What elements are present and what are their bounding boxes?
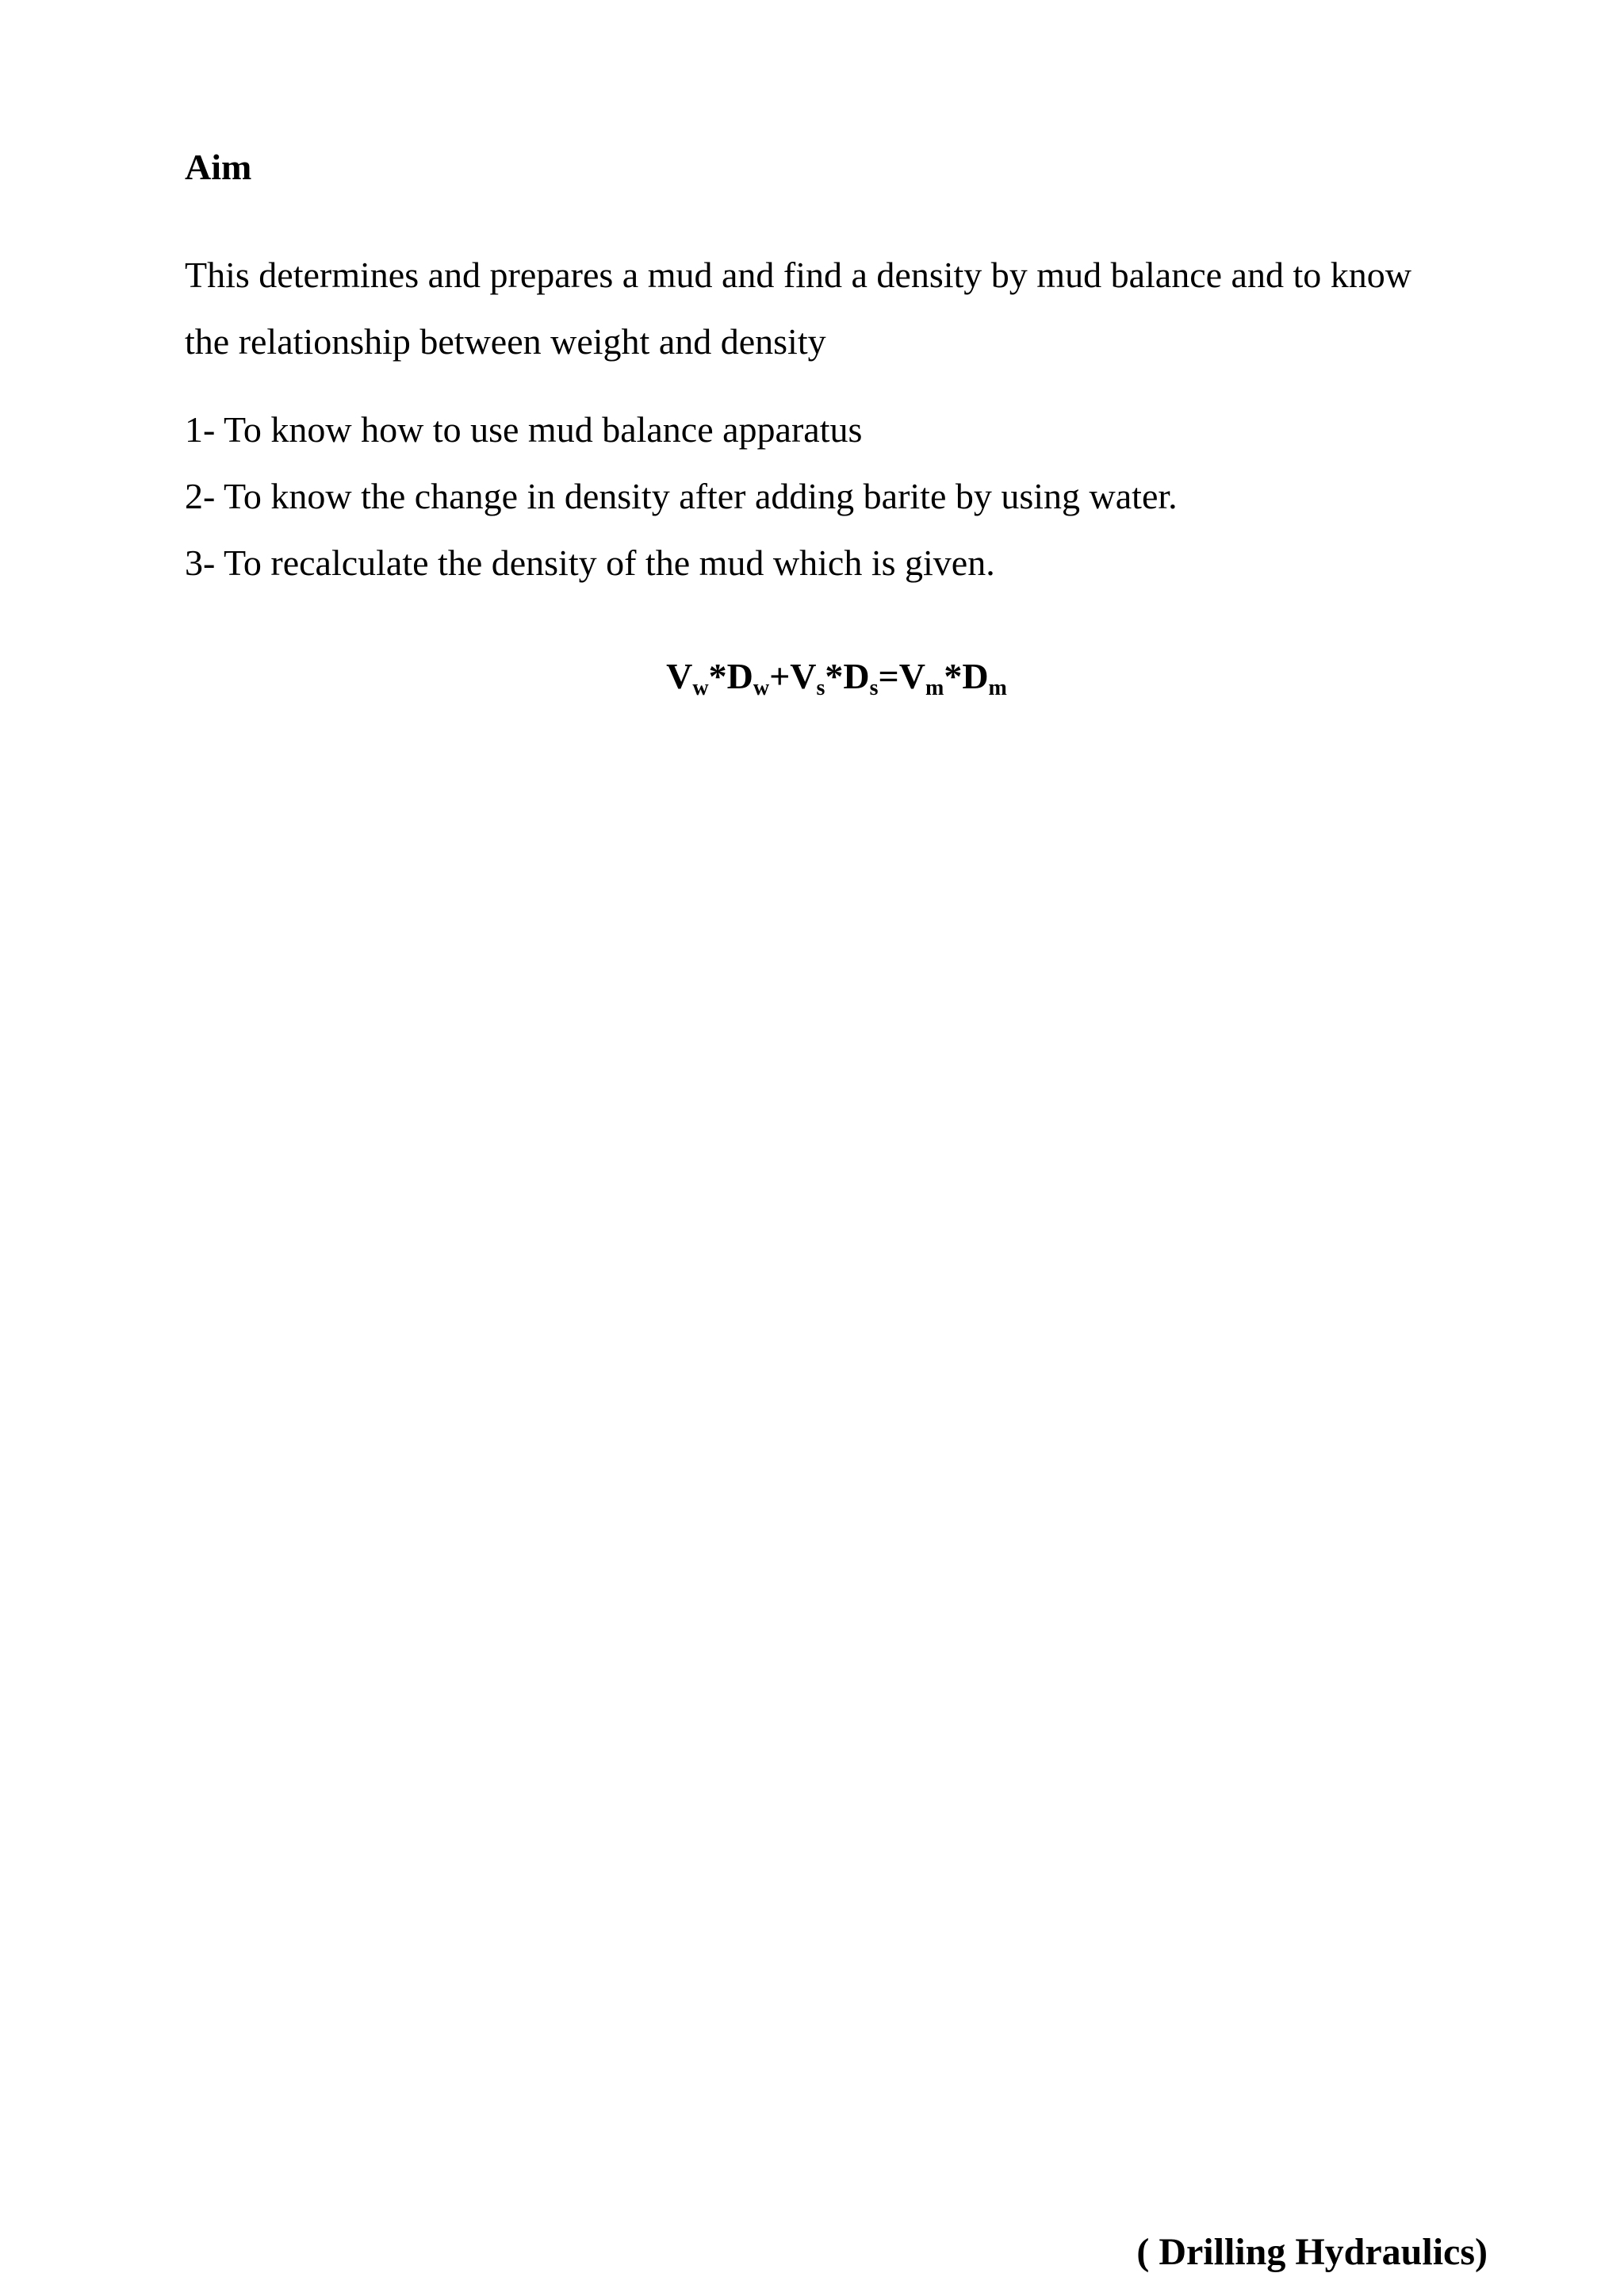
- formula-part: =V: [878, 656, 925, 696]
- objective-item: 3- To recalculate the density of the mud which is given.: [185, 542, 995, 583]
- objectives-list: [185, 397, 1485, 596]
- page-footer: ( Drilling Hydraulics): [1136, 2231, 1488, 2273]
- section-heading: Aim: [185, 147, 252, 187]
- objective-item: 1- To know how to use mud balance apparatus: [185, 409, 863, 450]
- formula-part: *D: [825, 656, 870, 696]
- formula-subscript: w: [692, 676, 709, 700]
- formula-part: +V: [769, 656, 817, 696]
- formula-subscript: m: [925, 676, 944, 700]
- mixing-formula: [0, 656, 1624, 700]
- formula-subscript: w: [753, 676, 770, 700]
- formula-part: V: [666, 656, 693, 696]
- paragraph-line-1: This determines and prepares a mud and find a density by mud balance and to know: [185, 255, 1411, 295]
- formula-subscript: s: [869, 676, 879, 700]
- aim-paragraph: [185, 242, 1485, 375]
- formula-subscript: s: [816, 676, 825, 700]
- formula-subscript: m: [988, 676, 1007, 700]
- formula-part: *D: [708, 656, 753, 696]
- formula-part: *D: [944, 656, 989, 696]
- paragraph-line-2: the relationship between weight and density: [185, 321, 826, 362]
- objective-item: 2- To know the change in density after adding barite by using water.: [185, 476, 1178, 516]
